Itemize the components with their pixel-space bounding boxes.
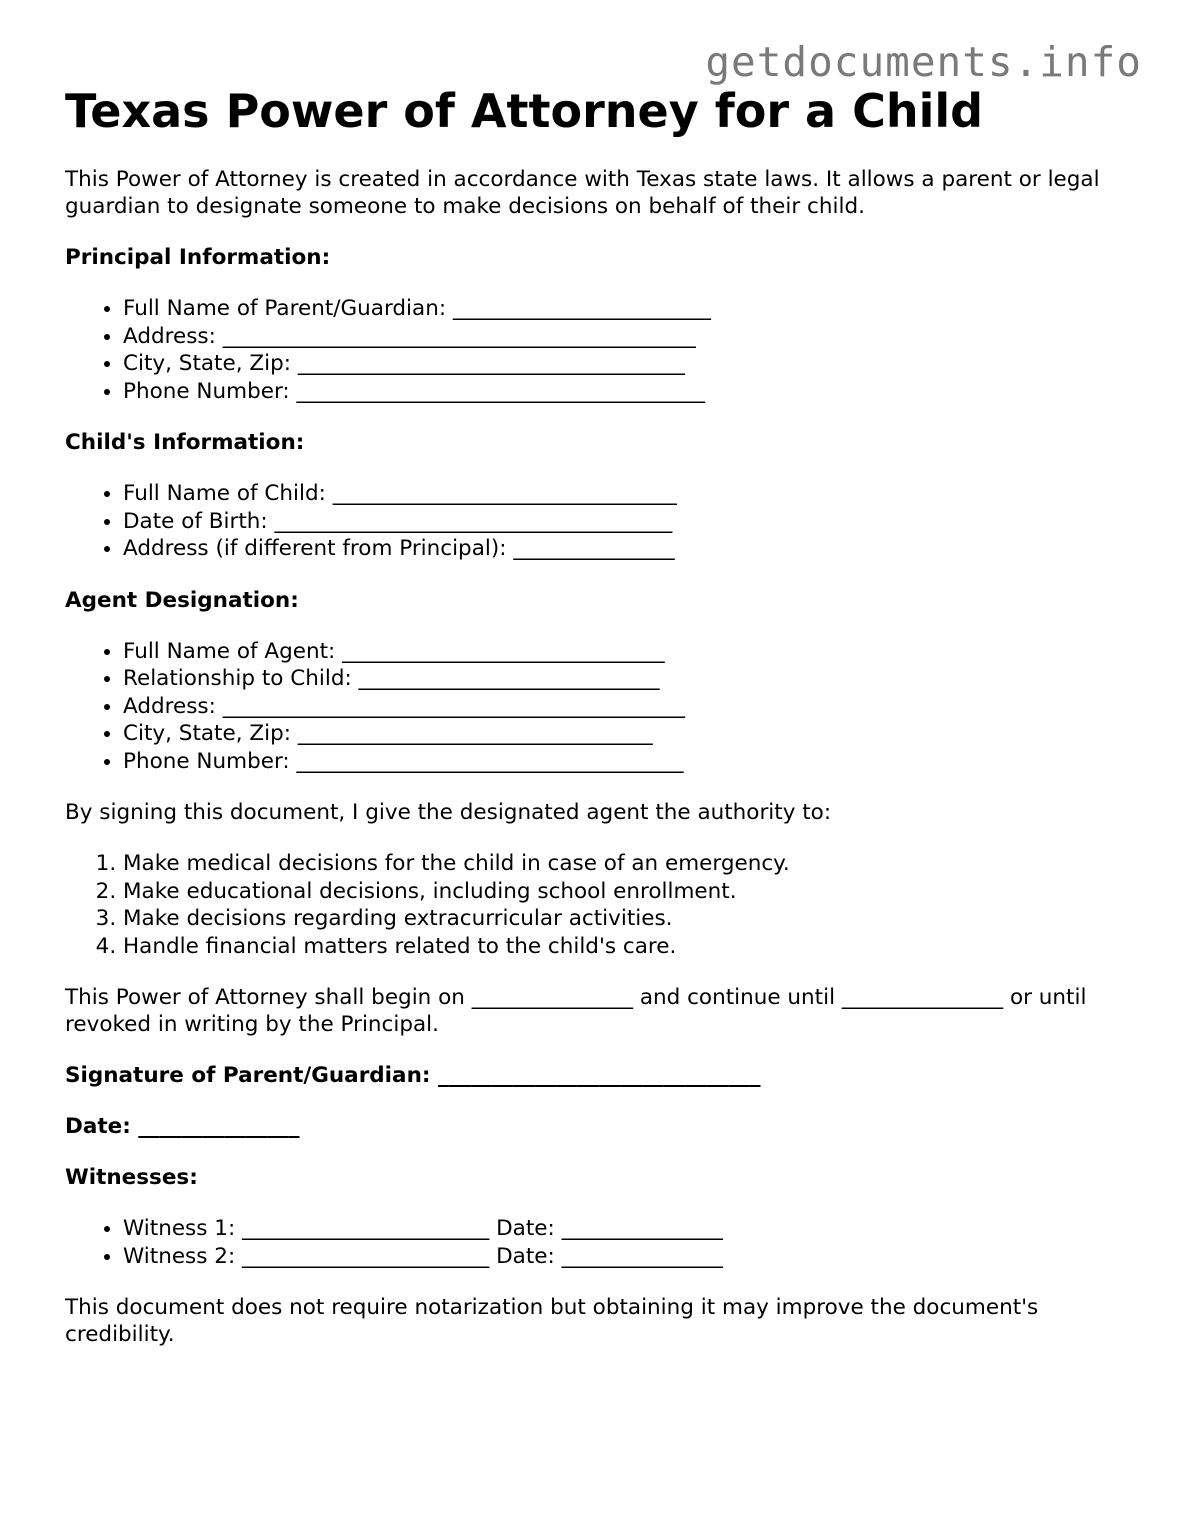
- term-paragraph: This Power of Attorney shall begin on _______________ and continue until _______________ or until revoked in writing by the Principal.: [65, 985, 1087, 1037]
- witness-1-field: • Witness 1: _______________________ Date: _______________: [123, 1215, 1125, 1243]
- agent-address-field: • Address: ___________________________________________: [123, 693, 1125, 721]
- agent-name-field: • Full Name of Agent: ______________________________: [123, 638, 1125, 666]
- principal-list: [65, 295, 1125, 405]
- child-dob-field: • Date of Birth: _____________________________________: [123, 508, 1125, 536]
- watermark: getdocuments.info: [705, 38, 1142, 86]
- child-heading: Child's Information:: [65, 430, 305, 455]
- witness-2-field: • Witness 2: _______________________ Date: _______________: [123, 1243, 1125, 1271]
- agent-city-field: • City, State, Zip: _________________________________: [123, 720, 1125, 748]
- authority-intro: By signing this document, I give the designated agent the authority to:: [65, 800, 832, 825]
- authority-item: 1. Make medical decisions for the child in case of an emergency.: [123, 850, 1125, 878]
- authority-item: 2. Make educational decisions, including school enrollment.: [123, 878, 1125, 906]
- witnesses-heading: Witnesses:: [65, 1165, 198, 1190]
- child-list: [65, 480, 1125, 563]
- principal-address-field: • Address: ____________________________________________: [123, 323, 1125, 351]
- agent-phone-field: • Phone Number: ____________________________________: [123, 748, 1125, 776]
- agent-relationship-field: • Relationship to Child: ____________________________: [123, 665, 1125, 693]
- signature-line: Signature of Parent/Guardian: ______________________________: [65, 1063, 761, 1088]
- principal-phone-field: • Phone Number: ______________________________________: [123, 378, 1125, 406]
- witnesses-list: [65, 1215, 1125, 1270]
- date-line: Date: _______________: [65, 1114, 300, 1139]
- agent-heading: Agent Designation:: [65, 587, 299, 613]
- document-title: Texas Power of Attorney for a Child: [65, 84, 984, 138]
- child-name-field: • Full Name of Child: ________________________________: [123, 480, 1125, 508]
- document-page: [65, 82, 1125, 1372]
- authority-item: 4. Handle financial matters related to the child's care.: [123, 933, 1125, 961]
- agent-list: [65, 638, 1125, 776]
- principal-heading: Principal Information:: [65, 245, 331, 270]
- authority-item: 3. Make decisions regarding extracurricular activities.: [123, 905, 1125, 933]
- intro-paragraph: This Power of Attorney is created in accordance with Texas state laws. It allows a parent or legal guardian to designate someone to make decisions on behalf of their child.: [65, 167, 1100, 219]
- principal-name-field: • Full Name of Parent/Guardian: ________________________: [123, 295, 1125, 323]
- principal-city-field: • City, State, Zip: ____________________________________: [123, 350, 1125, 378]
- child-address-field: • Address (if different from Principal): _______________: [123, 535, 1125, 563]
- closing-paragraph: This document does not require notarization but obtaining it may improve the document's credibility.: [65, 1295, 1039, 1347]
- authority-list: [65, 850, 1125, 960]
